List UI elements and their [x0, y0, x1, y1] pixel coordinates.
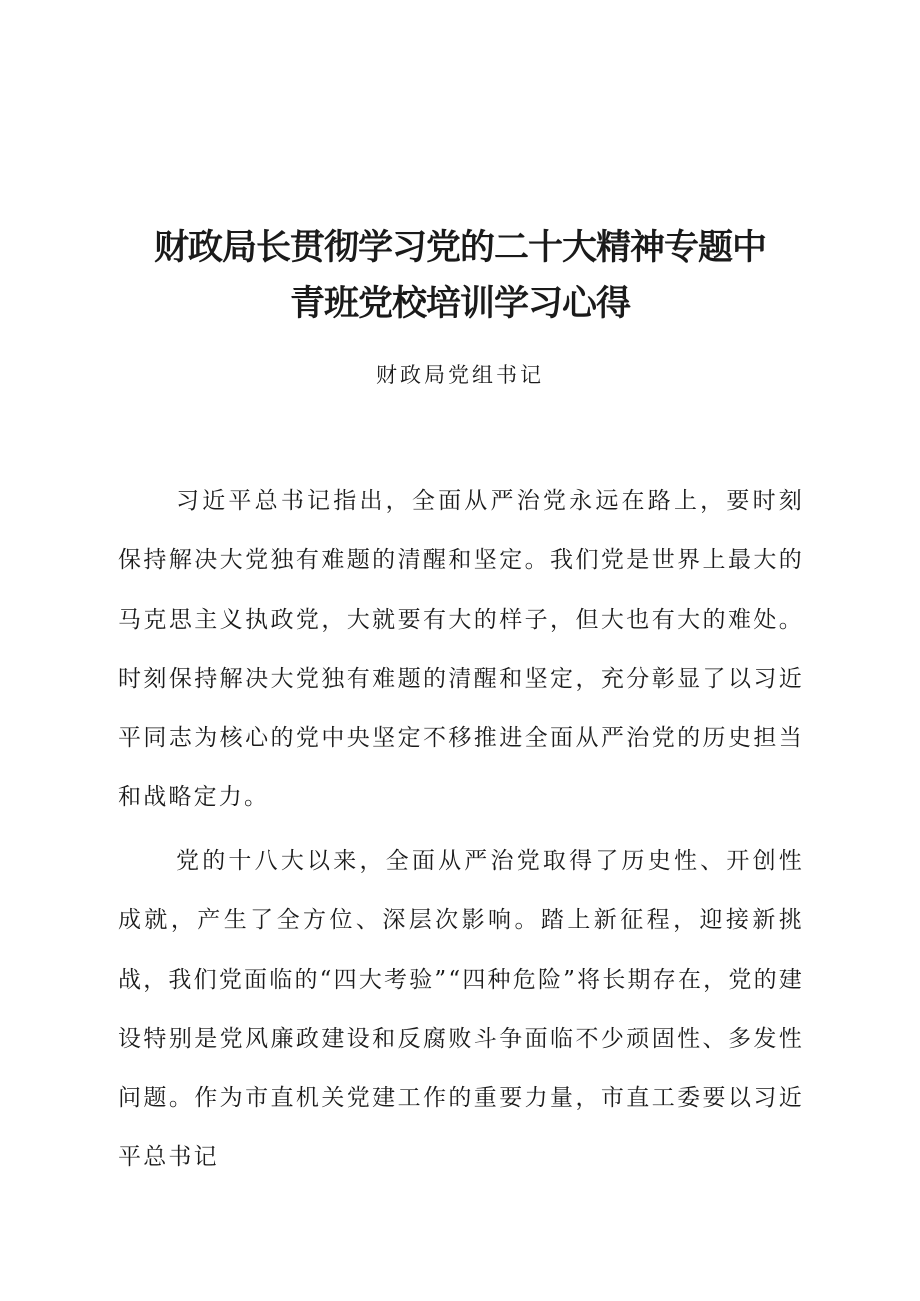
document-title-line-2: 青班党校培训学习心得	[289, 284, 630, 324]
document-title-line-1: 财政局长贯彻学习党的二十大精神专题中	[153, 228, 766, 268]
body-paragraph: 党的十八大以来，全面从严治党取得了历史性、开创性成就，产生了全方位、深层次影响。踏上新征程，迎接新挑战，我们党面临的“四大考验”“四种危险”将长期存在，党的建设特别是党风廉政建设和反腐败斗争面临不少顽固性、多发性问题。作为市直机关党建工作的重要力量，市直工委要以习近平总书记	[118, 848, 804, 1171]
body-paragraph: 习近平总书记指出，全面从严治党永远在路上，要时刻保持解决大党独有难题的清醒和坚定。我们党是世界上最大的马克思主义执政党，大就要有大的样子，但大也有大的难处。时刻保持解决大党独有难题的清醒和坚定，充分彰显了以习近平同志为核心的党中央坚定不移推进全面从严治党的历史担当和战略定力。	[118, 488, 804, 811]
document-author: 财政局党组书记	[376, 363, 544, 387]
